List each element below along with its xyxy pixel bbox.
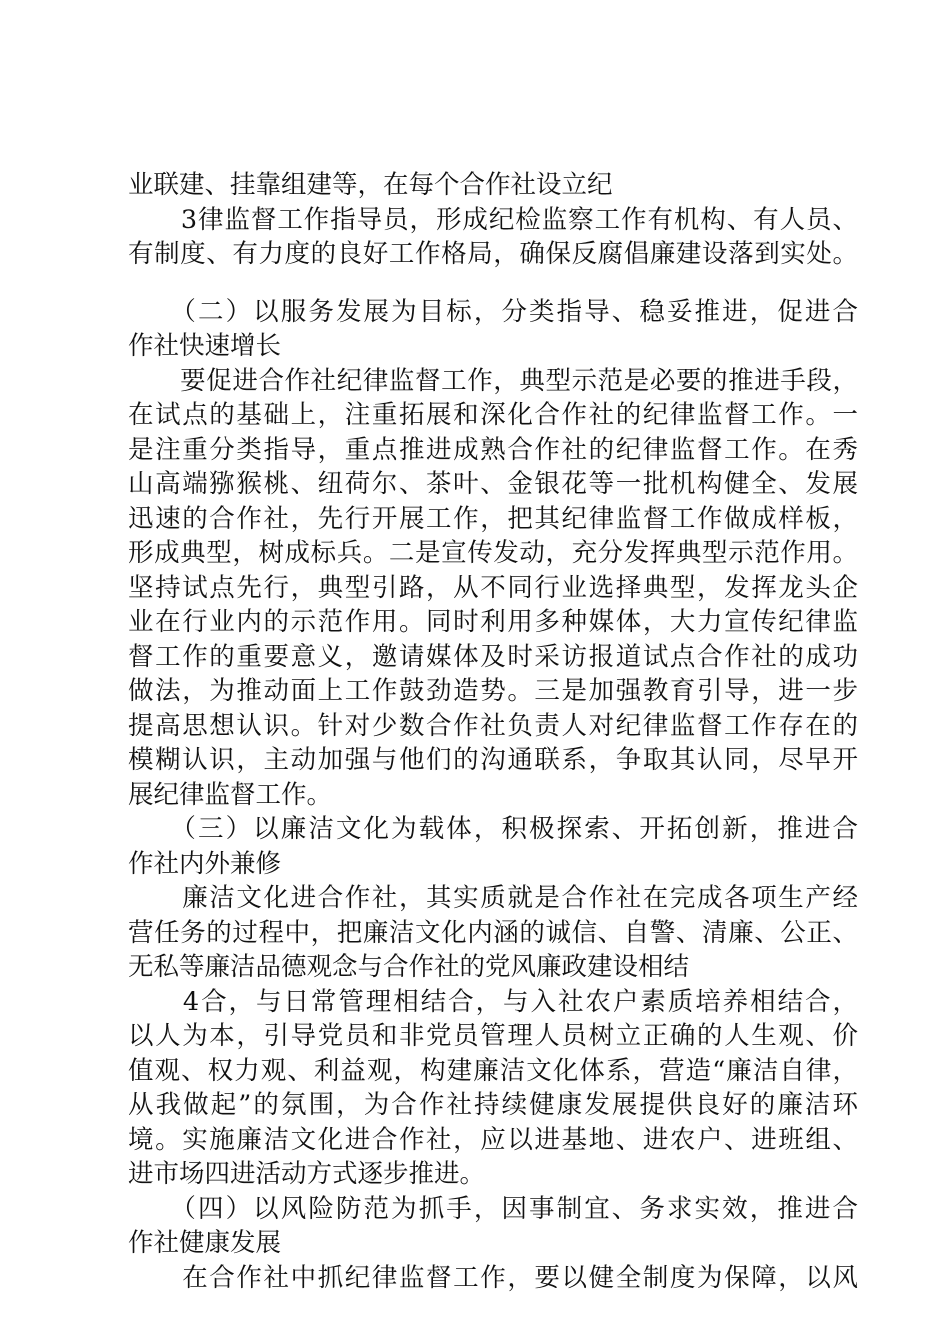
text-line: 境。实施廉洁文化进合作社，应以进基地、进农户、进班组、 [128,1124,858,1155]
text-line: 4合，与日常管理相结合，与入社农户素质培养相结合， [128,986,858,1017]
text-line: 有制度、有力度的良好工作格局，确保反腐倡廉建设落到实处。 [128,239,858,269]
document-body [128,168,858,1295]
text-line: 山高端猕猴桃、纽荷尔、茶叶、金银花等一批机构健全、发展 [128,469,858,499]
paragraph-gap [128,272,858,295]
text-line: 要促进合作社纪律监督工作，典型示范是必要的推进手段， [128,365,858,396]
text-line: 是注重分类指导，重点推进成熟合作社的纪律监督工作。在秀 [128,434,858,465]
text-line: 形成典型，树成标兵。二是宣传发动，充分发挥典型示范作用。 [128,538,858,568]
text-line: 3律监督工作指导员，形成纪检监察工作有机构、有人员、 [128,204,858,235]
text-line: 模糊认识，主动加强与他们的沟通联系，争取其认同，尽早开 [128,745,858,775]
text-line: 做法，为推动面上工作鼓劲造势。三是加强教育引导，进一步 [128,676,858,706]
section-heading-line: 作社内外兼修 [128,848,282,879]
text-line: 在合作社中抓纪律监督工作，要以健全制度为保障，以风 [128,1262,858,1293]
text-line: 展纪律监督工作。 [128,779,333,810]
text-line: 督工作的重要意义，邀请媒体及时采访报道试点合作社的成功 [128,641,858,672]
text-line: 提高思想认识。针对少数合作社负责人对纪律监督工作存在的 [128,710,858,741]
text-line: 迅速的合作社，先行开展工作，把其纪律监督工作做成样板， [128,503,858,534]
text-line: 以人为本，引导党员和非党员管理人员树立正确的人生观、价 [128,1021,858,1051]
text-line: 从我做起”的氛围，为合作社持续健康发展提供良好的廉洁环 [128,1090,858,1120]
text-line: 值观、权力观、利益观，构建廉洁文化体系，营造“廉洁自律， [128,1055,858,1086]
text-line: 业在行业内的示范作用。同时利用多种媒体，大力宣传纪律监 [128,607,858,637]
text-line: 坚持试点先行，典型引路，从不同行业选择典型，发挥龙头企 [128,572,858,603]
text-line: 营任务的过程中，把廉洁文化内涵的诚信、自警、清廉、公正、 [128,917,858,948]
section-heading-line: （二）以服务发展为目标，分类指导、稳妥推进，促进合 [128,296,858,327]
section-heading-line: 作社快速增长 [128,331,282,361]
section-heading-line: （三）以廉洁文化为载体，积极探索、开拓创新，推进合 [128,814,858,844]
text-line: 廉洁文化进合作社，其实质就是合作社在完成各项生产经 [128,883,858,913]
text-line: 无私等廉洁品德观念与合作社的党风廉政建设相结 [128,952,690,982]
text-line: 业联建、挂靠组建等，在每个合作社设立纪 [128,170,613,200]
text-line: 进市场四进活动方式逐步推进。 [128,1159,486,1189]
section-heading-line: （四）以风险防范为抓手，因事制宜、务求实效，推进合 [128,1193,858,1224]
text-line: 在试点的基础上，注重拓展和深化合作社的纪律监督工作。一 [128,400,858,430]
section-heading-line: 作社健康发展 [128,1228,282,1258]
